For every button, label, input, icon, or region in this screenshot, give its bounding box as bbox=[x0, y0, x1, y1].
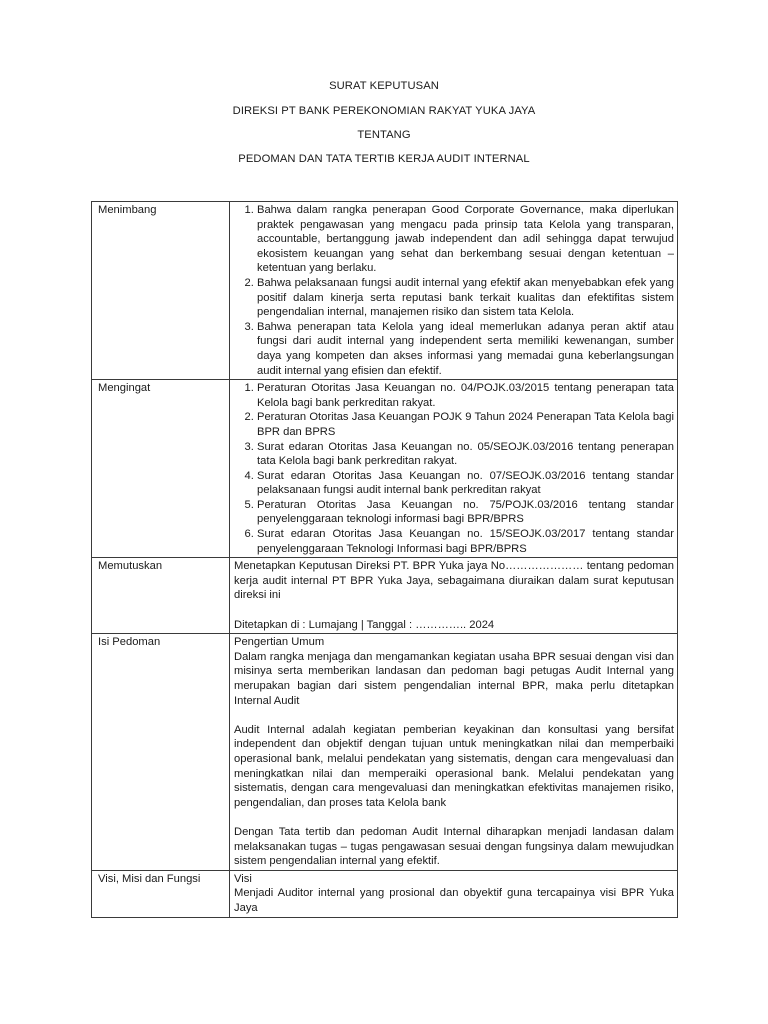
document-issuer: DIREKSI PT BANK PEREKONOMIAN RAKYAT YUKA JAYA bbox=[232, 105, 536, 117]
list-item: 3. Surat edaran Otoritas Jasa Keuangan no. 05/SEOJK.03/2016 tentang penerapan tata Kelola bagi bank perkreditan rakyat. bbox=[257, 440, 674, 469]
row-mengingat bbox=[92, 380, 678, 558]
isi-pedoman-subtitle: Pengertian Umum bbox=[234, 636, 325, 649]
label-visi-misi: Visi, Misi dan Fungsi bbox=[92, 870, 230, 917]
list-item: 2. Peraturan Otoritas Jasa Keuangan POJK 9 Tahun 2024 Penerapan Tata Kelola bagi BPR dan BPRS bbox=[257, 410, 674, 439]
mengingat-list bbox=[234, 381, 674, 556]
content-isi-pedoman bbox=[230, 634, 678, 871]
label-menimbang: Menimbang bbox=[92, 202, 230, 380]
document-connector: TENTANG bbox=[357, 129, 411, 141]
document-subject: PEDOMAN DAN TATA TERTIB KERJA AUDIT INTERNAL bbox=[238, 153, 530, 165]
menimbang-list bbox=[234, 203, 674, 378]
content-menimbang bbox=[230, 202, 678, 380]
document-title: SURAT KEPUTUSAN bbox=[329, 80, 439, 92]
row-memutuskan bbox=[92, 558, 678, 634]
content-mengingat bbox=[230, 380, 678, 558]
decree-table bbox=[91, 201, 678, 918]
label-isi-pedoman: Isi Pedoman bbox=[92, 634, 230, 871]
ditetapkan-line: Ditetapkan di : Lumajang | Tanggal : ………….. 2024 bbox=[234, 618, 495, 631]
visi-text: Menjadi Auditor internal yang prosional dan obyektif guna tercapainya visi BPR Yuka Jaya bbox=[234, 887, 674, 914]
isi-pedoman-paragraph-2: Audit Internal adalah kegiatan pemberian keyakinan dan konsultasi yang bersifat independent dan objektif dengan tujuan untuk meningkatkan nilai dan memperbaiki operasional bank, melalui pendekatan yang sistematis, dengan cara mengevaluasi dan meningkatkan nilai dan memperaiki operasional bank. Melalui pendekatan yang sistematis, dengan cara mengevaluasi dan meningkatkan efektivitas manajemen risiko, pengendalian, dan proses tata Kelola bank bbox=[234, 723, 674, 809]
row-isi-pedoman bbox=[92, 634, 678, 871]
list-item: 6. Surat edaran Otoritas Jasa Keuangan no. 15/SEOJK.03/2017 tentang standar penyelenggaraan Teknologi Informasi bagi BPR/BPRS bbox=[257, 527, 674, 556]
list-item: 1. Peraturan Otoritas Jasa Keuangan no. 04/POJK.03/2015 tentang penerapan tata Kelola bagi bank perkreditan rakyat. bbox=[257, 381, 674, 410]
list-item: 1. Bahwa dalam rangka penerapan Good Corporate Governance, maka diperlukan praktek pengawasan yang mengacu pada prinsip tata Kelola yang transparan, accountable, bertanggung jawab independent dan adil sehingga dapat terwujud ekosistem keuangan yang sehat dan berkembang sesuai dengan ketentuan – ketentuan yang berlaku. bbox=[257, 203, 674, 276]
list-item: 2. Bahwa pelaksanaan fungsi audit internal yang efektif akan menyebabkan efek yang positif dalam kinerja serta reputasi bank terkait kualitas dan efektifitas sistem pengendalian internal, manajemen risiko dan sistem tata Kelola. bbox=[257, 276, 674, 320]
row-menimbang bbox=[92, 202, 678, 380]
isi-pedoman-paragraph-3: Dengan Tata tertib dan pedoman Audit Internal diharapkan menjadi landasan dalam melaksanakan tugas – tugas pengawasan sesuai dengan fungsinya dalam mewujudkan sistem pengendalian internal yang efektif. bbox=[234, 825, 674, 868]
label-mengingat: Mengingat bbox=[92, 380, 230, 558]
row-visi-misi bbox=[92, 870, 678, 917]
list-item: 3. Bahwa penerapan tata Kelola yang ideal memerlukan adanya peran aktif atau fungsi dari audit internal yang independent serta memiliki kewenangan, sumber daya yang kompeten dan akses informasi yang memadai guna keberlangsungan audit internal yang efisien dan efektif. bbox=[257, 320, 674, 378]
list-item: 5. Peraturan Otoritas Jasa Keuangan no. 75/POJK.03/2016 tentang standar penyelenggaraan teknologi informasi bagi BPR/BPRS bbox=[257, 498, 674, 527]
visi-subtitle: Visi bbox=[234, 872, 252, 885]
isi-pedoman-paragraph-1: Dalam rangka menjaga dan mengamankan kegiatan usaha BPR sesuai dengan visi dan misinya serta memberikan landasan dan pedoman bagi petugas Audit Internal yang merupakan bagian dari sistem pengendalian internal BPR, maka perlu ditetapkan Internal Audit bbox=[234, 650, 674, 707]
content-memutuskan bbox=[230, 558, 678, 634]
content-visi-misi bbox=[230, 870, 678, 917]
label-memutuskan: Memutuskan bbox=[92, 558, 230, 634]
memutuskan-text: Menetapkan Keputusan Direksi PT. BPR Yuka jaya No………………… tentang pedoman kerja audit internal PT BPR Yuka Jaya, sebagaimana diuraikan dalam surat keputusan direksi ini bbox=[234, 560, 674, 602]
list-item: 4. Surat edaran Otoritas Jasa Keuangan no. 07/SEOJK.03/2016 tentang standar pelaksanaan fungsi audit internal bank perkreditan rakyat bbox=[257, 469, 674, 498]
